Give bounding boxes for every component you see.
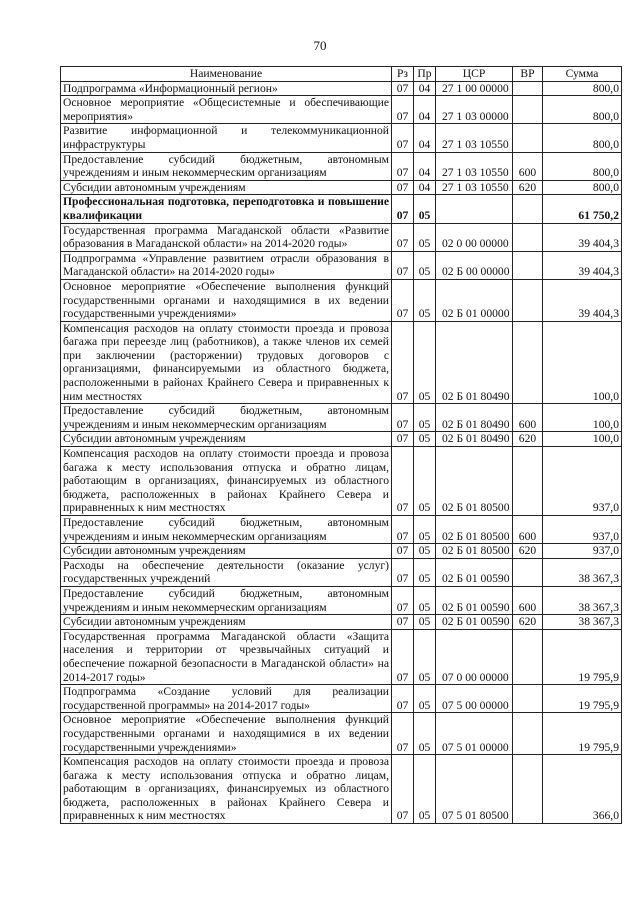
row-pr: 05 [414, 195, 436, 223]
row-pr: 04 [414, 152, 436, 180]
row-rz: 07 [392, 279, 414, 321]
row-rz: 07 [392, 685, 414, 713]
row-vr [513, 558, 543, 586]
row-vr: 600 [513, 586, 543, 614]
row-rz: 07 [392, 96, 414, 124]
row-name: Субсидии автономным учреждениям [61, 432, 392, 447]
row-sum: 19 795,9 [543, 685, 622, 713]
row-sum: 100,0 [543, 321, 622, 404]
row-pr: 05 [414, 432, 436, 447]
table-row [61, 321, 622, 404]
col-vr-header: ВР [513, 67, 543, 82]
table-row [61, 558, 622, 586]
row-pr: 04 [414, 96, 436, 124]
row-pr: 05 [414, 251, 436, 279]
table-row [61, 152, 622, 180]
row-csr: 02 Б 01 00590 [436, 615, 513, 630]
row-csr: 02 0 00 00000 [436, 223, 513, 251]
row-pr: 05 [414, 516, 436, 544]
row-name: Предоставление субсидий бюджетным, автономным учреждениям и иным некоммерческим организациям [61, 586, 392, 614]
row-sum: 19 795,9 [543, 629, 622, 684]
row-pr: 05 [414, 404, 436, 432]
row-sum: 38 367,3 [543, 558, 622, 586]
row-rz: 07 [392, 544, 414, 559]
row-name: Основное мероприятие «Общесистемные и обеспечивающие мероприятия» [61, 96, 392, 124]
row-csr: 02 Б 01 00000 [436, 279, 513, 321]
row-pr: 04 [414, 81, 436, 96]
row-csr: 27 1 03 10550 [436, 152, 513, 180]
row-name: Компенсация расходов на оплату стоимости проезда и провоза багажа при переезде лиц (работников), а также членов их семей при заключении (расторжении) трудовых договоров с организациями, финансируемыми из областного бюджета, расположенными в районах Крайнего Севера и приравненных к ним местностях [61, 321, 392, 404]
row-name: Компенсация расходов на оплату стоимости проезда и провоза багажа к месту использования отпуска и обратно лицам, работающим в организациях, финансируемых из областного бюджета, расположенных в районах Крайнего Севера и приравненных к ним местностях [61, 447, 392, 516]
row-rz: 07 [392, 152, 414, 180]
row-name: Субсидии автономным учреждениям [61, 544, 392, 559]
row-vr [513, 755, 543, 824]
row-csr: 02 Б 01 80500 [436, 447, 513, 516]
col-sum-header: Сумма [543, 67, 622, 82]
row-pr: 04 [414, 180, 436, 195]
row-rz: 07 [392, 558, 414, 586]
row-name: Профессиональная подготовка, переподготовка и повышение квалификации [61, 195, 392, 223]
row-vr [513, 713, 543, 755]
row-name: Основное мероприятие «Обеспечение выполнения функций государственными органами и находящимися в их ведении государственными учреждениями» [61, 713, 392, 755]
table-row [61, 404, 622, 432]
row-sum: 800,0 [543, 96, 622, 124]
row-rz: 07 [392, 81, 414, 96]
row-pr: 05 [414, 223, 436, 251]
row-rz: 07 [392, 195, 414, 223]
row-sum: 800,0 [543, 180, 622, 195]
table-row [61, 432, 622, 447]
row-sum: 800,0 [543, 81, 622, 96]
row-rz: 07 [392, 447, 414, 516]
row-vr: 620 [513, 432, 543, 447]
row-vr [513, 124, 543, 152]
row-rz: 07 [392, 180, 414, 195]
table-row [61, 755, 622, 824]
row-sum: 39 404,3 [543, 251, 622, 279]
row-name: Предоставление субсидий бюджетным, автономным учреждениям и иным некоммерческим организациям [61, 152, 392, 180]
row-pr: 05 [414, 615, 436, 630]
row-sum: 39 404,3 [543, 279, 622, 321]
row-vr: 600 [513, 152, 543, 180]
row-pr: 05 [414, 629, 436, 684]
table-row [61, 447, 622, 516]
row-vr [513, 629, 543, 684]
row-rz: 07 [392, 321, 414, 404]
col-name-header: Наименование [61, 67, 392, 82]
table-row [61, 629, 622, 684]
row-name: Подпрограмма «Создание условий для реализации государственной программы» на 2014-2017 годы» [61, 685, 392, 713]
row-rz: 07 [392, 713, 414, 755]
row-csr: 02 Б 01 80490 [436, 432, 513, 447]
row-rz: 07 [392, 124, 414, 152]
table-row [61, 223, 622, 251]
table-row [61, 81, 622, 96]
table-row [61, 251, 622, 279]
row-pr: 05 [414, 321, 436, 404]
row-vr [513, 321, 543, 404]
row-sum: 800,0 [543, 124, 622, 152]
row-vr: 620 [513, 615, 543, 630]
row-pr: 05 [414, 558, 436, 586]
row-rz: 07 [392, 516, 414, 544]
row-vr [513, 447, 543, 516]
row-name: Субсидии автономным учреждениям [61, 180, 392, 195]
row-csr: 02 Б 01 00590 [436, 586, 513, 614]
row-rz: 07 [392, 223, 414, 251]
table-row [61, 180, 622, 195]
row-csr: 02 Б 01 80490 [436, 404, 513, 432]
row-name: Государственная программа Магаданской области «Защита населения и территории от чрезвычайных ситуаций и обеспечение пожарной безопасности в Магаданской области» на 2014-2017 годы» [61, 629, 392, 684]
row-name: Развитие информационной и телекоммуникационной инфраструктуры [61, 124, 392, 152]
row-rz: 07 [392, 755, 414, 824]
row-sum: 937,0 [543, 544, 622, 559]
row-csr: 07 0 00 00000 [436, 629, 513, 684]
col-pr-header: Пр [414, 67, 436, 82]
row-csr: 02 Б 01 00590 [436, 558, 513, 586]
row-csr: 07 5 00 00000 [436, 685, 513, 713]
row-sum: 38 367,3 [543, 586, 622, 614]
row-sum: 366,0 [543, 755, 622, 824]
row-pr: 05 [414, 586, 436, 614]
row-csr: 02 Б 01 80500 [436, 516, 513, 544]
row-rz: 07 [392, 404, 414, 432]
row-sum: 100,0 [543, 432, 622, 447]
row-vr [513, 195, 543, 223]
row-name: Государственная программа Магаданской области «Развитие образования в Магаданской области» на 2014-2020 годы» [61, 223, 392, 251]
row-vr: 620 [513, 544, 543, 559]
row-name: Подпрограмма «Информационный регион» [61, 81, 392, 96]
page-number: 70 [313, 38, 327, 53]
col-rz-header: Рз [392, 67, 414, 82]
table-row [61, 279, 622, 321]
row-sum: 100,0 [543, 404, 622, 432]
row-rz: 07 [392, 629, 414, 684]
row-vr [513, 96, 543, 124]
row-name: Компенсация расходов на оплату стоимости проезда и провоза багажа к месту использования отпуска и обратно лицам, работающим в организациях, финансируемых из областного бюджета, расположенных в районах Крайнего Севера и приравненных к ним местностях [61, 755, 392, 824]
row-rz: 07 [392, 432, 414, 447]
row-csr: 02 Б 01 80500 [436, 544, 513, 559]
row-vr [513, 81, 543, 96]
row-csr: 27 1 03 00000 [436, 96, 513, 124]
row-rz: 07 [392, 251, 414, 279]
row-sum: 937,0 [543, 516, 622, 544]
row-csr [436, 195, 513, 223]
row-name: Субсидии автономным учреждениям [61, 615, 392, 630]
table-row [61, 586, 622, 614]
table-header [61, 67, 622, 82]
row-pr: 05 [414, 279, 436, 321]
table-row [61, 615, 622, 630]
row-csr: 27 1 00 00000 [436, 81, 513, 96]
row-sum: 38 367,3 [543, 615, 622, 630]
row-name: Основное мероприятие «Обеспечение выполнения функций государственными органами и находящимися в их ведении государственными учреждениями» [61, 279, 392, 321]
row-pr: 05 [414, 755, 436, 824]
table-row [61, 713, 622, 755]
row-sum: 19 795,9 [543, 713, 622, 755]
row-csr: 27 1 03 10550 [436, 180, 513, 195]
row-pr: 05 [414, 544, 436, 559]
row-sum: 39 404,3 [543, 223, 622, 251]
row-vr [513, 251, 543, 279]
table-row [61, 516, 622, 544]
table-row [61, 685, 622, 713]
col-csr-header: ЦСР [436, 67, 513, 82]
row-name: Предоставление субсидий бюджетным, автономным учреждениям и иным некоммерческим организациям [61, 404, 392, 432]
row-vr: 600 [513, 404, 543, 432]
row-rz: 07 [392, 586, 414, 614]
row-pr: 04 [414, 124, 436, 152]
row-csr: 02 Б 00 00000 [436, 251, 513, 279]
row-vr [513, 279, 543, 321]
row-csr: 27 1 03 10550 [436, 124, 513, 152]
row-vr [513, 223, 543, 251]
row-pr: 05 [414, 685, 436, 713]
row-csr: 02 Б 01 80490 [436, 321, 513, 404]
row-name: Подпрограмма «Управление развитием отрасли образования в Магаданской области» на 2014-2020 годы» [61, 251, 392, 279]
row-name: Предоставление субсидий бюджетным, автономным учреждениям и иным некоммерческим организациям [61, 516, 392, 544]
row-name: Расходы на обеспечение деятельности (оказание услуг) государственных учреждений [61, 558, 392, 586]
row-sum: 61 750,2 [543, 195, 622, 223]
row-csr: 07 5 01 80500 [436, 755, 513, 824]
row-vr: 620 [513, 180, 543, 195]
budget-table [60, 66, 622, 824]
table-row [61, 544, 622, 559]
table-row [61, 195, 622, 223]
row-vr: 600 [513, 516, 543, 544]
row-rz: 07 [392, 615, 414, 630]
row-pr: 05 [414, 447, 436, 516]
table-row [61, 96, 622, 124]
row-sum: 937,0 [543, 447, 622, 516]
row-vr [513, 685, 543, 713]
row-csr: 07 5 01 00000 [436, 713, 513, 755]
row-sum: 800,0 [543, 152, 622, 180]
table-row [61, 124, 622, 152]
row-pr: 05 [414, 713, 436, 755]
